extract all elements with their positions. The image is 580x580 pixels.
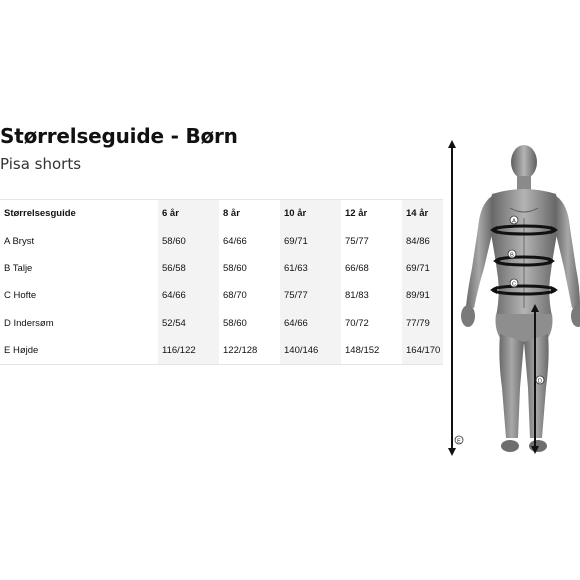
- table-cell: 56/58: [158, 255, 219, 282]
- header-cell: 10 år: [280, 200, 341, 228]
- header-cell: 12 år: [345, 208, 368, 220]
- table-cell: 140/146: [280, 337, 341, 365]
- table-cell: 58/60: [158, 227, 219, 254]
- header-cell: Størrelsesguide: [4, 208, 76, 220]
- table-row: [0, 227, 443, 254]
- size-guide-table: [0, 199, 443, 365]
- header-cell: 6 år: [158, 200, 219, 228]
- table-cell: 89/91: [402, 282, 443, 309]
- body-measurement-figure: [440, 138, 580, 460]
- row-label: E Højde: [4, 345, 39, 357]
- marker-c: [510, 279, 518, 287]
- table-cell: 122/128: [223, 345, 258, 357]
- row-label: C Hofte: [4, 290, 37, 302]
- table-cell: 81/83: [345, 290, 369, 302]
- table-cell: 58/60: [223, 262, 247, 274]
- marker-d: [536, 376, 544, 384]
- table-cell: 64/66: [223, 235, 247, 247]
- table-row: [0, 282, 443, 309]
- marker-d-label: D: [538, 378, 542, 385]
- human-body-illustration: [440, 138, 580, 460]
- row-label: B Talje: [4, 262, 33, 274]
- table-cell: 69/71: [402, 255, 443, 282]
- marker-c-label: C: [512, 281, 516, 288]
- marker-b-label: B: [510, 252, 514, 259]
- table-cell: 68/70: [223, 290, 247, 302]
- table-cell: 58/60: [223, 317, 247, 329]
- marker-a-label: A: [512, 218, 516, 225]
- height-measure-line: [448, 140, 456, 456]
- row-label: A Bryst: [4, 235, 35, 247]
- table-cell: 64/66: [280, 310, 341, 337]
- header-cell: 14 år: [402, 200, 443, 228]
- table-cell: 70/72: [345, 317, 369, 329]
- table-row: [0, 310, 443, 337]
- body-silhouette: [461, 145, 580, 452]
- table-row: [0, 255, 443, 282]
- marker-a: [510, 216, 518, 224]
- table-cell: 69/71: [280, 227, 341, 254]
- table-cell: 64/66: [158, 282, 219, 309]
- row-label: D Indersøm: [4, 317, 54, 329]
- table-cell: 66/68: [345, 262, 369, 274]
- marker-e: [455, 436, 463, 444]
- table-cell: 116/122: [158, 337, 219, 365]
- table-cell: 75/77: [345, 235, 369, 247]
- table-header-row: [0, 200, 443, 228]
- page-title: Størrelseguide - Børn: [0, 124, 238, 148]
- table-cell: 61/63: [280, 255, 341, 282]
- table-cell: 52/54: [158, 310, 219, 337]
- table-cell: 75/77: [280, 282, 341, 309]
- table-row: [0, 337, 443, 365]
- table-cell: 84/86: [402, 227, 443, 254]
- table-cell: 148/152: [345, 345, 380, 357]
- table-cell: 77/79: [402, 310, 443, 337]
- page-subtitle: Pisa shorts: [0, 155, 82, 173]
- marker-b: [508, 250, 516, 258]
- marker-e-label: E: [457, 438, 461, 445]
- header-cell: 8 år: [223, 208, 240, 220]
- table-cell: 164/170: [402, 337, 443, 365]
